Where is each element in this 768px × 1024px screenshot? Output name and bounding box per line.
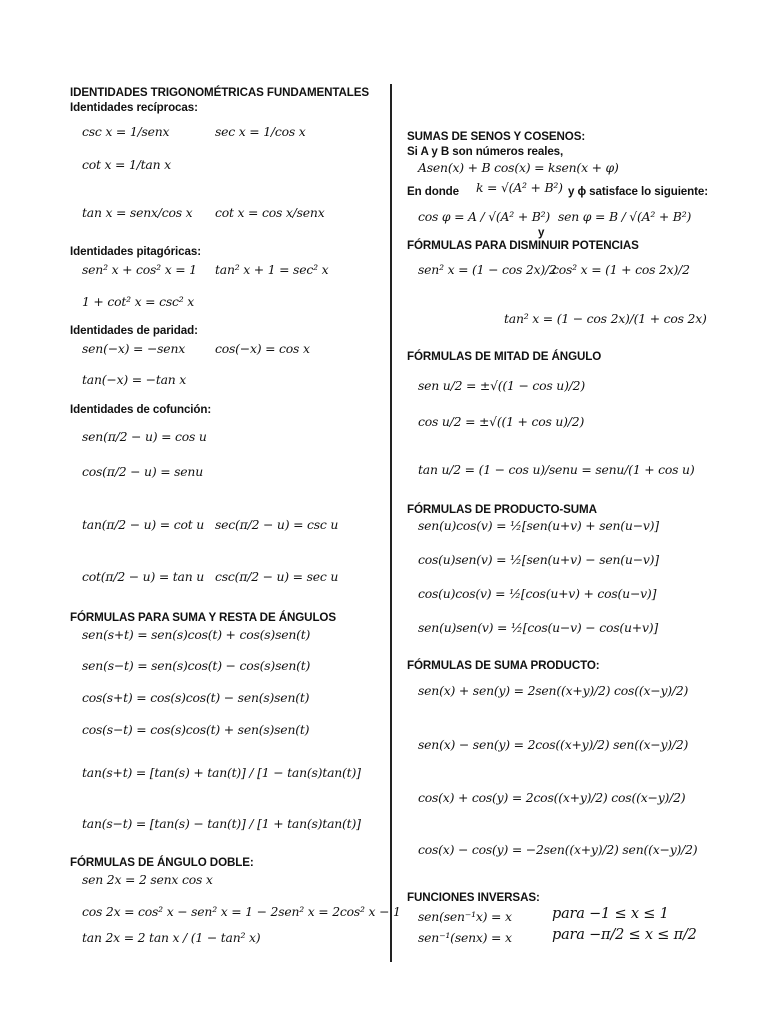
formula-tan-half: tan u/2 = (1 − cos u)/senu = senu/(1 + cos u) bbox=[418, 462, 695, 477]
formula-cofunction-tan: tan(π/2 − u) = cot u bbox=[82, 517, 205, 532]
formula-tan-double: tan 2x = 2 tan x / (1 − tan² x) bbox=[82, 930, 261, 945]
formula-cofunction-cos: cos(π/2 − u) = senu bbox=[82, 464, 203, 479]
formula-linear-combination: Asen(x) + B cos(x) = ksen(x + φ) bbox=[418, 160, 619, 175]
heading-pitagoricas: Identidades pitagóricas: bbox=[70, 245, 201, 258]
formula-cos-sum: cos(s+t) = cos(s)cos(t) − sen(s)sen(t) bbox=[82, 690, 310, 705]
formula-cos-half: cos u/2 = ±√((1 + cos u)/2) bbox=[418, 414, 585, 429]
heading-funciones-inversas: FUNCIONES INVERSAS: bbox=[407, 891, 540, 904]
heading-suma-producto: FÓRMULAS DE SUMA PRODUCTO: bbox=[407, 659, 600, 672]
formula-sen-squared: sen² x = (1 − cos 2x)/2 bbox=[418, 262, 557, 277]
formula-sen-plus-sen: sen(x) + sen(y) = 2sen((x+y)/2) cos((x−y)/2) bbox=[418, 683, 689, 698]
formula-cot-quotient: cot x = cos x/senx bbox=[215, 205, 325, 220]
heading-cofuncion: Identidades de cofunción: bbox=[70, 403, 212, 416]
heading-reciprocas: Identidades recíprocas: bbox=[70, 101, 198, 114]
formula-inverse-2: sen⁻¹(senx) = x bbox=[418, 930, 512, 945]
label-en-donde: En donde bbox=[407, 185, 460, 198]
label-y: y bbox=[538, 226, 545, 239]
formula-tan-quotient: tan x = senx/cos x bbox=[82, 205, 193, 220]
heading-mitad-angulo: FÓRMULAS DE MITAD DE ÁNGULO bbox=[407, 350, 602, 363]
formula-sen-double: sen 2x = 2 senx cos x bbox=[82, 872, 213, 887]
formula-cos-phi: cos φ = A / √(A² + B²) bbox=[418, 209, 551, 224]
column-divider bbox=[390, 84, 392, 962]
formula-cos-plus-cos: cos(x) + cos(y) = 2cos((x+y)/2) cos((x−y)/2) bbox=[418, 790, 686, 805]
sheet-title: IDENTIDADES TRIGONOMÉTRICAS FUNDAMENTALES bbox=[70, 86, 370, 99]
formula-sen-half: sen u/2 = ±√((1 − cos u)/2) bbox=[418, 378, 585, 393]
label-satisface: y ϕ satisface lo siguiente: bbox=[568, 185, 709, 198]
formula-cos-sen-product: cos(u)sen(v) = ½[sen(u+v) − sen(u−v)] bbox=[418, 552, 659, 567]
heading-angulo-doble: FÓRMULAS DE ÁNGULO DOBLE: bbox=[70, 856, 254, 869]
formula-cos-difference: cos(s−t) = cos(s)cos(t) + sen(s)sen(t) bbox=[82, 722, 310, 737]
formula-tan-squared: tan² x = (1 − cos 2x)/(1 + cos 2x) bbox=[504, 311, 707, 326]
formula-cofunction-sen: sen(π/2 − u) = cos u bbox=[82, 429, 207, 444]
formula-sen-sen-product: sen(u)sen(v) = ½[cos(u−v) − cos(u+v)] bbox=[418, 620, 659, 635]
formula-cos-cos-product: cos(u)cos(v) = ½[cos(u+v) + cos(u−v)] bbox=[418, 586, 657, 601]
formula-cos-squared: cos² x = (1 + cos 2x)/2 bbox=[552, 262, 690, 277]
condition-inverse-2: para −π/2 ≤ x ≤ π/2 bbox=[552, 927, 697, 943]
formula-cos-double: cos 2x = cos² x − sen² x = 1 − 2sen² x = 2cos² x − 1 bbox=[82, 904, 401, 919]
formula-pythagorean-3: 1 + cot² x = csc² x bbox=[82, 294, 195, 309]
formula-parity-tan: tan(−x) = −tan x bbox=[82, 372, 187, 387]
formula-sen-cos-product: sen(u)cos(v) = ½[sen(u+v) + sen(u−v)] bbox=[418, 518, 659, 533]
formula-inverse-1: sen(sen⁻¹x) = x bbox=[418, 909, 512, 924]
formula-sen-minus-sen: sen(x) − sen(y) = 2cos((x+y)/2) sen((x−y)/2) bbox=[418, 737, 689, 752]
formula-sec-reciprocal: sec x = 1/cos x bbox=[215, 124, 306, 139]
formula-tan-difference: tan(s−t) = [tan(s) − tan(t)] / [1 + tan(s)tan(t)] bbox=[82, 816, 361, 831]
condition-inverse-1: para −1 ≤ x ≤ 1 bbox=[552, 906, 669, 922]
formula-parity-cos: cos(−x) = cos x bbox=[215, 341, 310, 356]
formula-pythagorean-2: tan² x + 1 = sec² x bbox=[215, 262, 329, 277]
formula-cos-minus-cos: cos(x) − cos(y) = −2sen((x+y)/2) sen((x−y)/2) bbox=[418, 842, 698, 857]
heading-paridad: Identidades de paridad: bbox=[70, 324, 198, 337]
heading-potencias: FÓRMULAS PARA DISMINUIR POTENCIAS bbox=[407, 239, 639, 252]
formula-sen-difference: sen(s−t) = sen(s)cos(t) − cos(s)sen(t) bbox=[82, 658, 311, 673]
formula-tan-sum: tan(s+t) = [tan(s) + tan(t)] / [1 − tan(s)tan(t)] bbox=[82, 765, 361, 780]
formula-pythagorean-1: sen² x + cos² x = 1 bbox=[82, 262, 197, 277]
heading-suma-resta: FÓRMULAS PARA SUMA Y RESTA DE ÁNGULOS bbox=[70, 611, 336, 624]
formula-cofunction-cot: cot(π/2 − u) = tan u bbox=[82, 569, 205, 584]
formula-sen-sum: sen(s+t) = sen(s)cos(t) + cos(s)sen(t) bbox=[82, 627, 311, 642]
heading-sumas-senos: SUMAS DE SENOS Y COSENOS: bbox=[407, 130, 586, 143]
heading-producto-suma: FÓRMULAS DE PRODUCTO-SUMA bbox=[407, 503, 597, 516]
formula-sen-phi: sen φ = B / √(A² + B²) bbox=[558, 209, 692, 224]
subheading-numeros-reales: Si A y B son números reales, bbox=[407, 145, 564, 158]
formula-cot-reciprocal: cot x = 1/tan x bbox=[82, 157, 171, 172]
formula-parity-sen: sen(−x) = −senx bbox=[82, 341, 186, 356]
formula-amplitude-k: k = √(A² + B²) bbox=[476, 180, 563, 195]
formula-csc-reciprocal: csc x = 1/senx bbox=[82, 124, 170, 139]
formula-cofunction-csc: csc(π/2 − u) = sec u bbox=[215, 569, 339, 584]
formula-cofunction-sec: sec(π/2 − u) = csc u bbox=[215, 517, 339, 532]
